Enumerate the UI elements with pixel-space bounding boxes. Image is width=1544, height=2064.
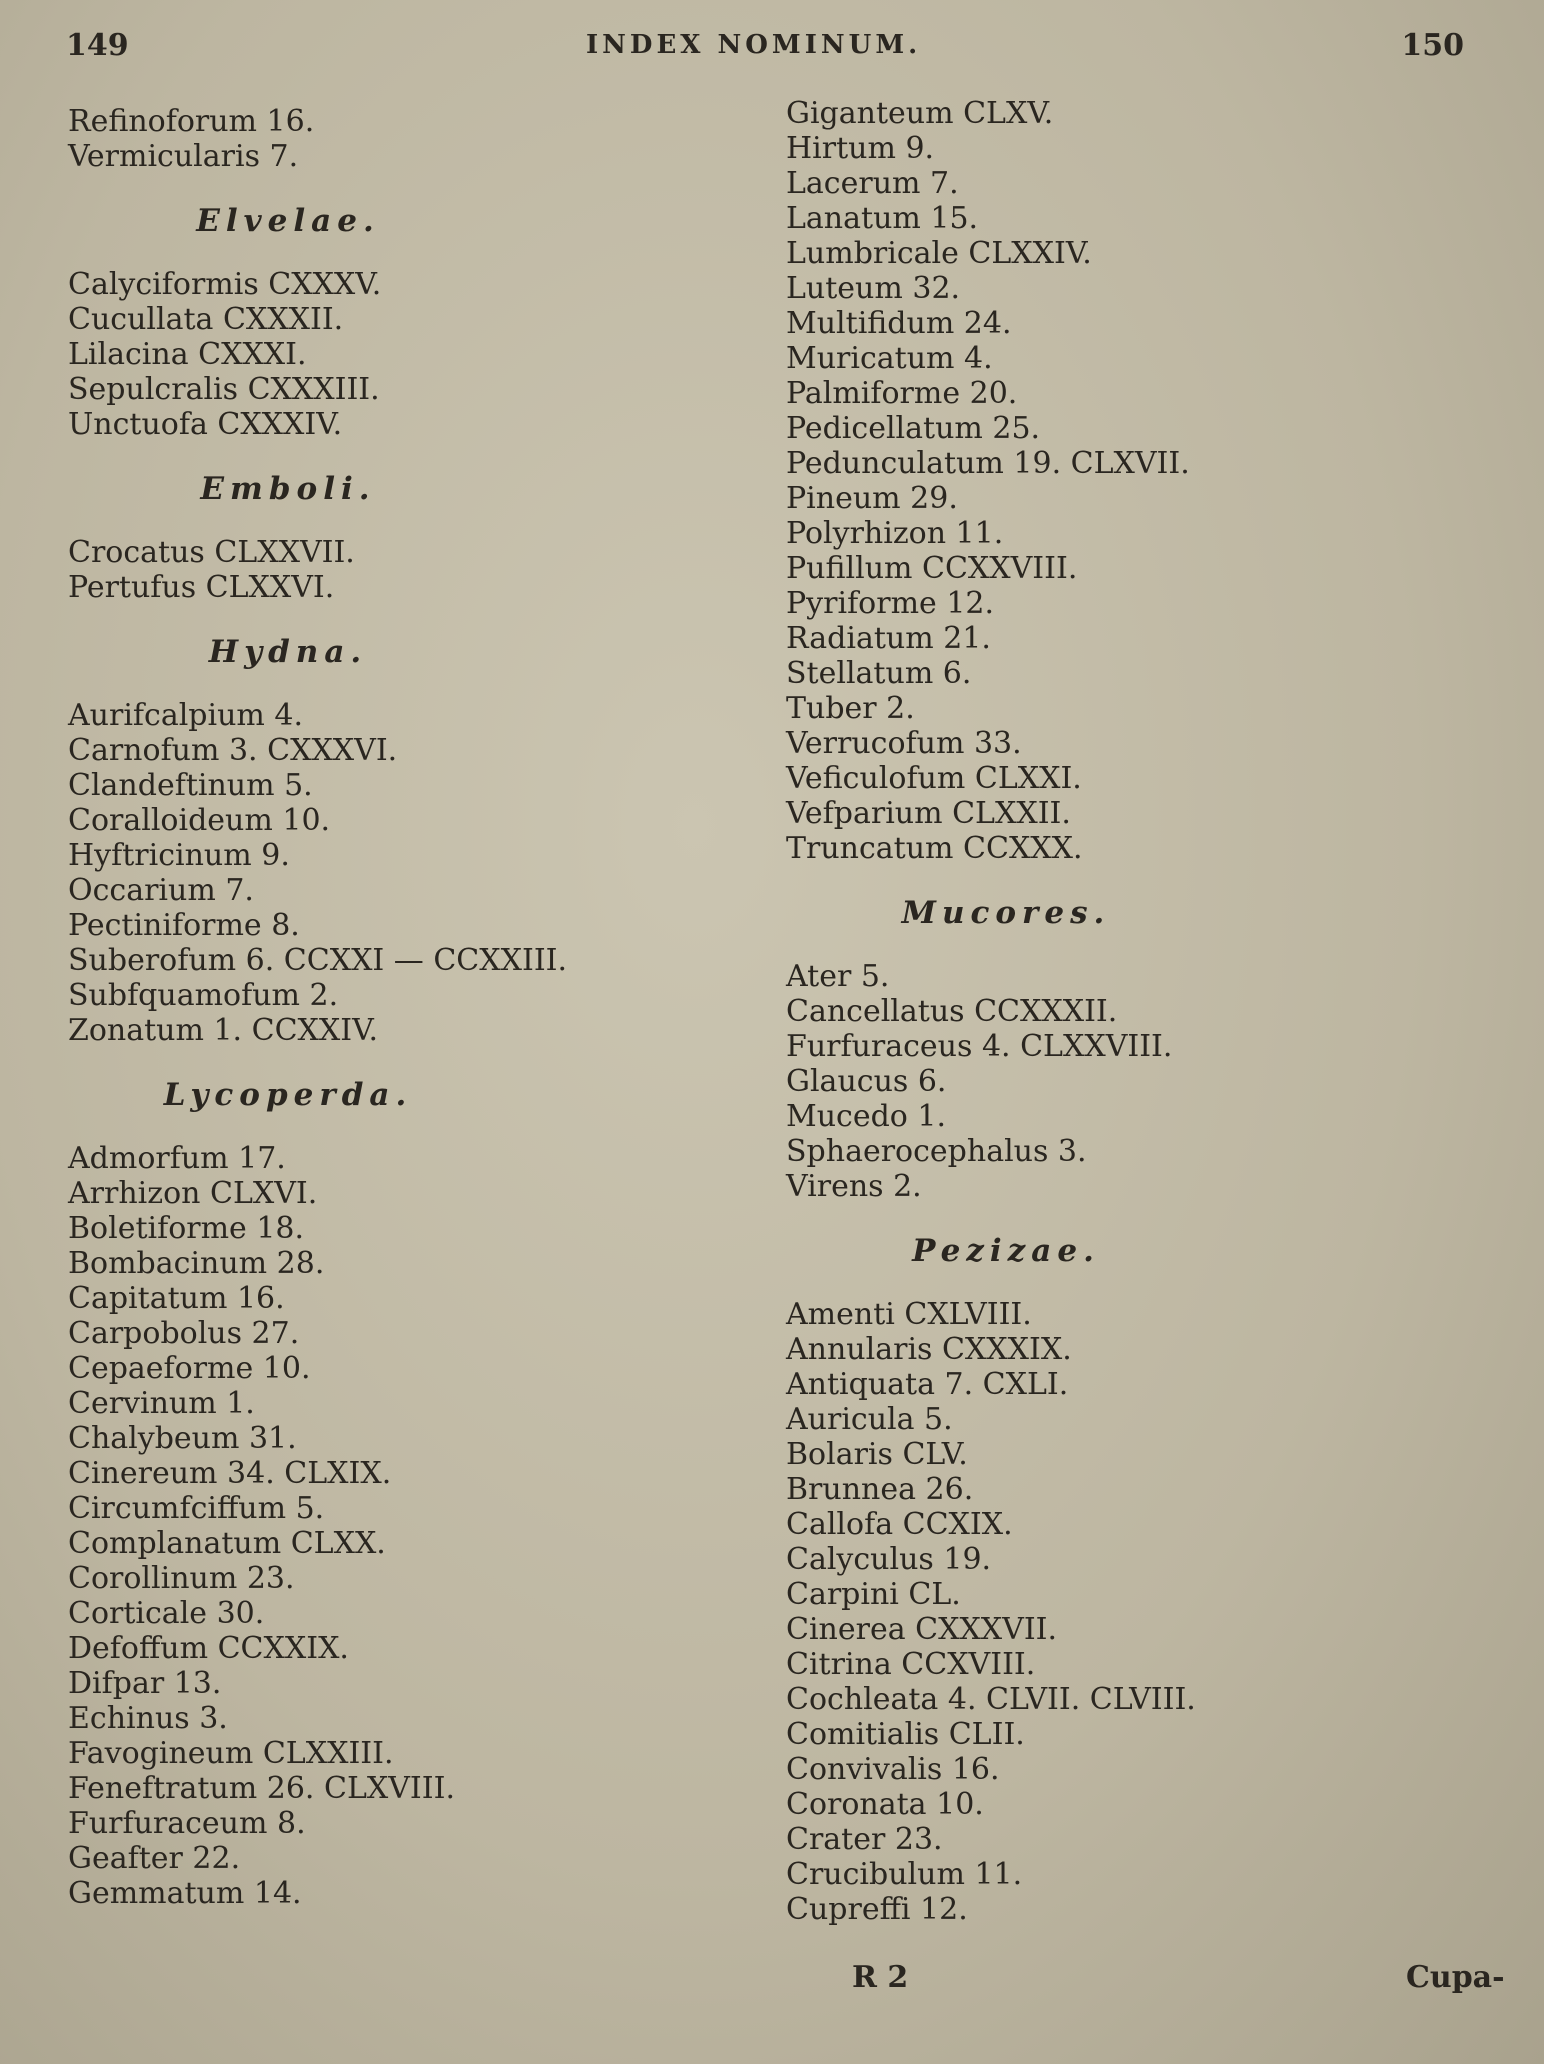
index-entry: Subfquamofum 2. (68, 978, 339, 1013)
running-header (66, 28, 1464, 68)
index-entry: Suberofum 6. CCXXI — CCXXIII. (68, 943, 568, 978)
index-entry: Lilacina CXXXI. (68, 337, 307, 372)
index-entry: Antiquata 7. CXLI. (786, 1367, 1069, 1402)
index-entry: Admorfum 17. (68, 1141, 286, 1176)
index-entry: Truncatum CCXXX. (786, 831, 1083, 866)
index-entry: Luteum 32. (786, 271, 961, 306)
section-heading: Pezizae. (912, 1233, 1100, 1269)
left-column (68, 104, 748, 1911)
index-entry: Cochleata 4. CLVII. CLVIII. (786, 1682, 1196, 1717)
index-entry: Sphaerocephalus 3. (786, 1134, 1087, 1169)
index-entry: Crocatus CLXXVII. (68, 535, 355, 570)
index-entry: Mucedo 1. (786, 1099, 947, 1134)
section-heading: Elvelae. (196, 203, 380, 239)
index-entry: Callofa CCXIX. (786, 1507, 1013, 1542)
index-entry: Coralloideum 10. (68, 803, 331, 838)
index-entry: Verrucofum 33. (786, 726, 1022, 761)
index-entry: Giganteum CLXV. (786, 96, 1054, 131)
index-entry: Carpini CL. (786, 1577, 961, 1612)
index-entry: Refinoforum 16. (68, 104, 315, 139)
index-entry: Lanatum 15. (786, 201, 979, 236)
index-entry: Pedicellatum 25. (786, 411, 1041, 446)
right-column (786, 96, 1486, 1927)
index-entry: Lacerum 7. (786, 166, 959, 201)
index-entry: Occarium 7. (68, 873, 254, 908)
index-entry: Stellatum 6. (786, 656, 972, 691)
index-entry: Corticale 30. (68, 1596, 265, 1631)
index-entry: Gemmatum 14. (68, 1876, 302, 1911)
section-heading: Emboli. (200, 471, 376, 507)
section-heading: Mucores. (901, 895, 1111, 931)
index-entry: Amenti CXLVIII. (786, 1297, 1032, 1332)
index-entry: Unctuofa CXXXIV. (68, 407, 343, 442)
index-entry: Lumbricale CLXXIV. (786, 236, 1092, 271)
index-entry: Corollinum 23. (68, 1561, 295, 1596)
running-title: INDEX NOMINUM. (586, 30, 922, 60)
index-entry: Vefparium CLXXII. (786, 796, 1071, 831)
index-entry: Clandeftinum 5. (68, 768, 313, 803)
index-entry: Circumfciffum 5. (68, 1491, 325, 1526)
index-entry: Capitatum 16. (68, 1281, 285, 1316)
index-entry: Vermicularis 7. (68, 139, 299, 174)
index-entry: Ater 5. (786, 959, 890, 994)
index-entry: Cucullata CXXXII. (68, 302, 344, 337)
index-entry: Pertufus CLXXVI. (68, 570, 335, 605)
page-number-right: 150 (1401, 28, 1464, 63)
index-entry: Cupreffi 12. (786, 1892, 968, 1927)
index-entry: Arrhizon CLXVI. (68, 1176, 318, 1211)
index-entry: Cancellatus CCXXXII. (786, 994, 1118, 1029)
index-entry: Polyrhizon 11. (786, 516, 1004, 551)
index-entry: Radiatum 21. (786, 621, 991, 656)
index-entry: Cinereum 34. CLXIX. (68, 1456, 392, 1491)
index-entry: Pyriforme 12. (786, 586, 995, 621)
index-entry: Furfuraceus 4. CLXXVIII. (786, 1029, 1173, 1064)
index-entry: Palmiforme 20. (786, 376, 1018, 411)
index-entry: Pufillum CCXXVIII. (786, 551, 1078, 586)
index-entry: Muricatum 4. (786, 341, 993, 376)
index-entry: Cervinum 1. (68, 1386, 255, 1421)
index-entry: Hirtum 9. (786, 131, 935, 166)
index-entry: Chalybeum 31. (68, 1421, 297, 1456)
index-entry: Crucibulum 11. (786, 1857, 1023, 1892)
index-entry: Aurifcalpium 4. (68, 698, 304, 733)
index-entry: Crater 23. (786, 1822, 943, 1857)
index-entry: Sepulcralis CXXXIII. (68, 372, 380, 407)
index-entry: Bombacinum 28. (68, 1246, 325, 1281)
index-entry: Auricula 5. (786, 1402, 953, 1437)
index-entry: Calyciformis CXXXV. (68, 267, 382, 302)
index-entry: Carnofum 3. CXXXVI. (68, 733, 398, 768)
index-entry: Cepaeforme 10. (68, 1351, 311, 1386)
index-entry: Annularis CXXXIX. (786, 1332, 1072, 1367)
index-entry: Citrina CCXVIII. (786, 1647, 1036, 1682)
section-heading: Hydna. (208, 634, 368, 670)
index-entry: Carpobolus 27. (68, 1316, 300, 1351)
index-entry: Multifidum 24. (786, 306, 1012, 341)
index-entry: Convivalis 16. (786, 1752, 1000, 1787)
index-entry: Calyculus 19. (786, 1542, 992, 1577)
index-entry: Glaucus 6. (786, 1064, 947, 1099)
index-entry: Geafter 22. (68, 1841, 241, 1876)
index-entry: Favogineum CLXXIII. (68, 1736, 394, 1771)
index-entry: Coronata 10. (786, 1787, 984, 1822)
index-entry: Zonatum 1. CCXXIV. (68, 1013, 379, 1048)
index-entry: Bolaris CLV. (786, 1437, 968, 1472)
index-entry: Pectiniforme 8. (68, 908, 300, 943)
index-entry: Difpar 13. (68, 1666, 222, 1701)
index-entry: Hyftricinum 9. (68, 838, 290, 873)
index-entry: Virens 2. (786, 1169, 922, 1204)
index-entry: Furfuraceum 8. (68, 1806, 306, 1841)
catchword: Cupa- (1406, 1960, 1505, 1995)
index-entry: Feneftratum 26. CLXVIII. (68, 1771, 455, 1806)
signature-mark: R 2 (852, 1960, 909, 1995)
index-entry: Boletiforme 18. (68, 1211, 305, 1246)
index-entry: Pineum 29. (786, 481, 958, 516)
index-entry: Brunnea 26. (786, 1472, 974, 1507)
index-entry: Echinus 3. (68, 1701, 228, 1736)
index-entry: Cinerea CXXXVII. (786, 1612, 1058, 1647)
index-entry: Comitialis CLII. (786, 1717, 1025, 1752)
index-entry: Veficulofum CLXXI. (786, 761, 1082, 796)
index-entry: Tuber 2. (786, 691, 915, 726)
index-entry: Complanatum CLXX. (68, 1526, 386, 1561)
index-entry: Defoffum CCXXIX. (68, 1631, 349, 1666)
page-number-left: 149 (66, 28, 129, 63)
section-heading: Lycoperda. (163, 1077, 413, 1113)
page-footer (0, 1960, 1544, 2000)
index-entry: Pedunculatum 19. CLXVII. (786, 446, 1190, 481)
